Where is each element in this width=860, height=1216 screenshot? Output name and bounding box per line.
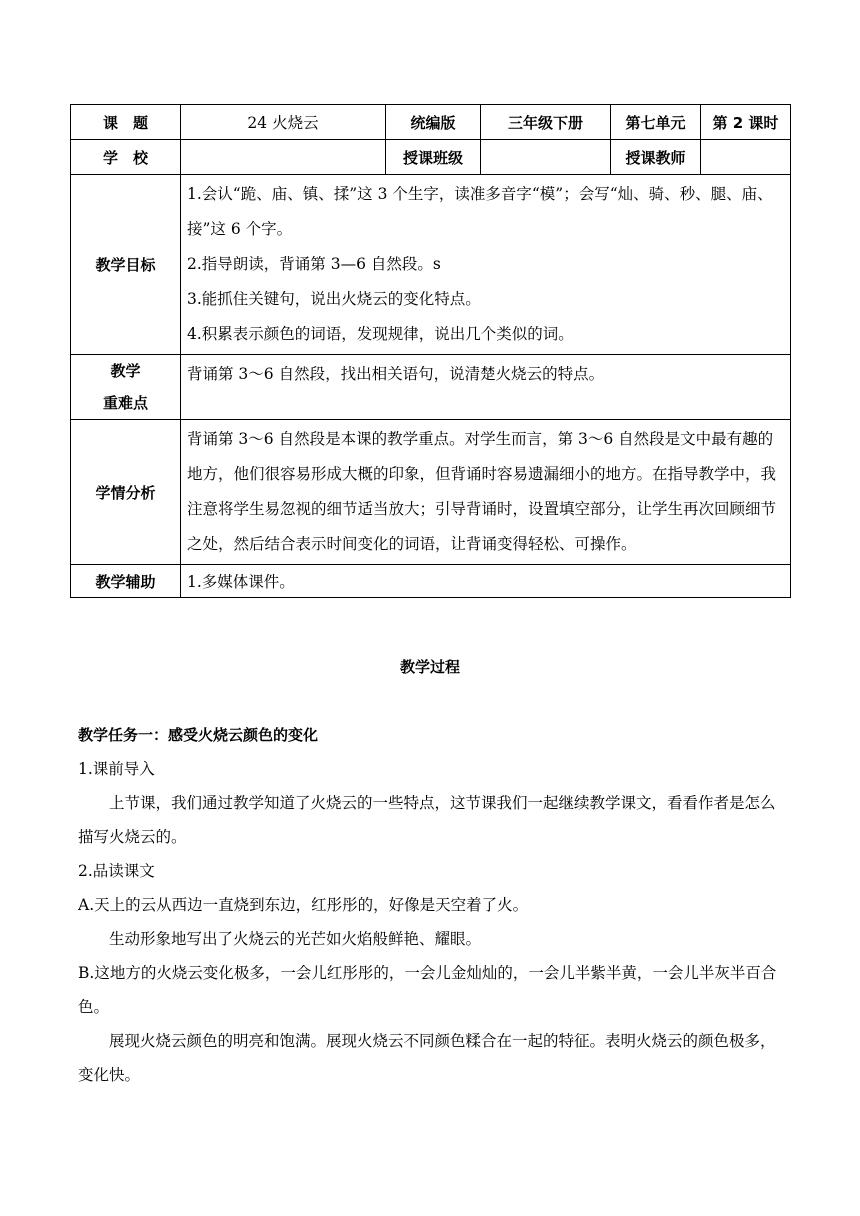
teacher-label: 授课教师 xyxy=(611,140,701,175)
class-label: 授课班级 xyxy=(386,140,481,175)
key-points-label xyxy=(71,355,181,420)
aids-label: 教学辅助 xyxy=(71,565,181,598)
table-row-analysis xyxy=(71,420,791,565)
goal-item: 1.会认“跪、庙、镇、揉”这 3 个生字，读准多音字“模”；会写“灿、骑、秒、腿、庙、接”这 6 个字。 xyxy=(187,185,773,238)
key-points-label-line1: 教学 xyxy=(110,362,141,380)
table-row-key-points xyxy=(71,355,791,420)
step-heading: 2.品读课文 xyxy=(78,862,155,880)
aids-content: 1.多媒体课件。 xyxy=(181,565,791,598)
comment-b: 展现火烧云颜色的明亮和饱满。展现火烧云不同颜色糅合在一起的特征。表明火烧云的颜色极多，变化快。 xyxy=(78,1032,776,1084)
analysis-label: 学情分析 xyxy=(71,420,181,565)
goals-content xyxy=(181,175,791,355)
goal-item: 4.积累表示颜色的词语，发现规律，说出几个类似的词。 xyxy=(187,325,574,343)
quote-b: B.这地方的火烧云变化极多，一会儿红彤彤的，一会儿金灿灿的，一会儿半紫半黄，一会儿半灰半百合色。 xyxy=(78,964,777,1016)
table-row-school xyxy=(71,140,791,175)
lesson-number-cell: 第 2 课时 xyxy=(701,105,791,140)
paragraph: 上节课，我们通过教学知道了火烧云的一些特点，这节课我们一起继续教学课文，看看作者是怎么描写火烧云的。 xyxy=(78,794,776,846)
subject-label: 课 题 xyxy=(71,105,181,140)
analysis-text: 背诵第 3～6 自然段是本课的教学重点。对学生而言，第 3～6 自然段是文中最有趣的地方，他们很容易形成大概的印象，但背诵时容易遗漏细小的地方。在指导教学中，我注意将学生易忽视的细节适当放大；引导背诵时，设置填空部分，让学生再次回顾细节之处，然后结合表示时间变化的词语，让背诵变得轻松、可操作。 xyxy=(187,430,777,553)
goals-label: 教学目标 xyxy=(71,175,181,355)
step-heading: 1.课前导入 xyxy=(78,760,155,778)
analysis-content xyxy=(181,420,791,565)
task-heading: 教学任务一：感受火烧云颜色的变化 xyxy=(78,726,319,744)
table-row-aids xyxy=(71,565,791,598)
lesson-title: 24 火烧云 xyxy=(181,105,386,140)
unit-cell: 第七单元 xyxy=(611,105,701,140)
grade-cell: 三年级下册 xyxy=(481,105,611,140)
quote-a: A.天上的云从西边一直烧到东边，红彤彤的，好像是天空着了火。 xyxy=(78,896,529,914)
teacher-value xyxy=(701,140,791,175)
lesson-plan-table xyxy=(70,104,791,598)
key-points-text: 背诵第 3～6 自然段，找出相关语句，说清楚火烧云的特点。 xyxy=(187,365,605,383)
edition-cell: 统编版 xyxy=(386,105,481,140)
school-label: 学 校 xyxy=(71,140,181,175)
process-body xyxy=(78,718,790,1092)
table-row-header xyxy=(71,105,791,140)
key-points-content xyxy=(181,355,791,420)
goal-item: 2.指导朗读，背诵第 3—6 自然段。s xyxy=(187,255,441,273)
table-row-goals xyxy=(71,175,791,355)
school-value xyxy=(181,140,386,175)
goal-item: 3.能抓住关键句，说出火烧云的变化特点。 xyxy=(187,290,481,308)
process-title: 教学过程 xyxy=(399,658,460,676)
class-value xyxy=(481,140,611,175)
comment-a: 生动形象地写出了火烧云的光芒如火焰般鲜艳、耀眼。 xyxy=(109,930,482,948)
key-points-label-line2: 重难点 xyxy=(102,394,148,412)
